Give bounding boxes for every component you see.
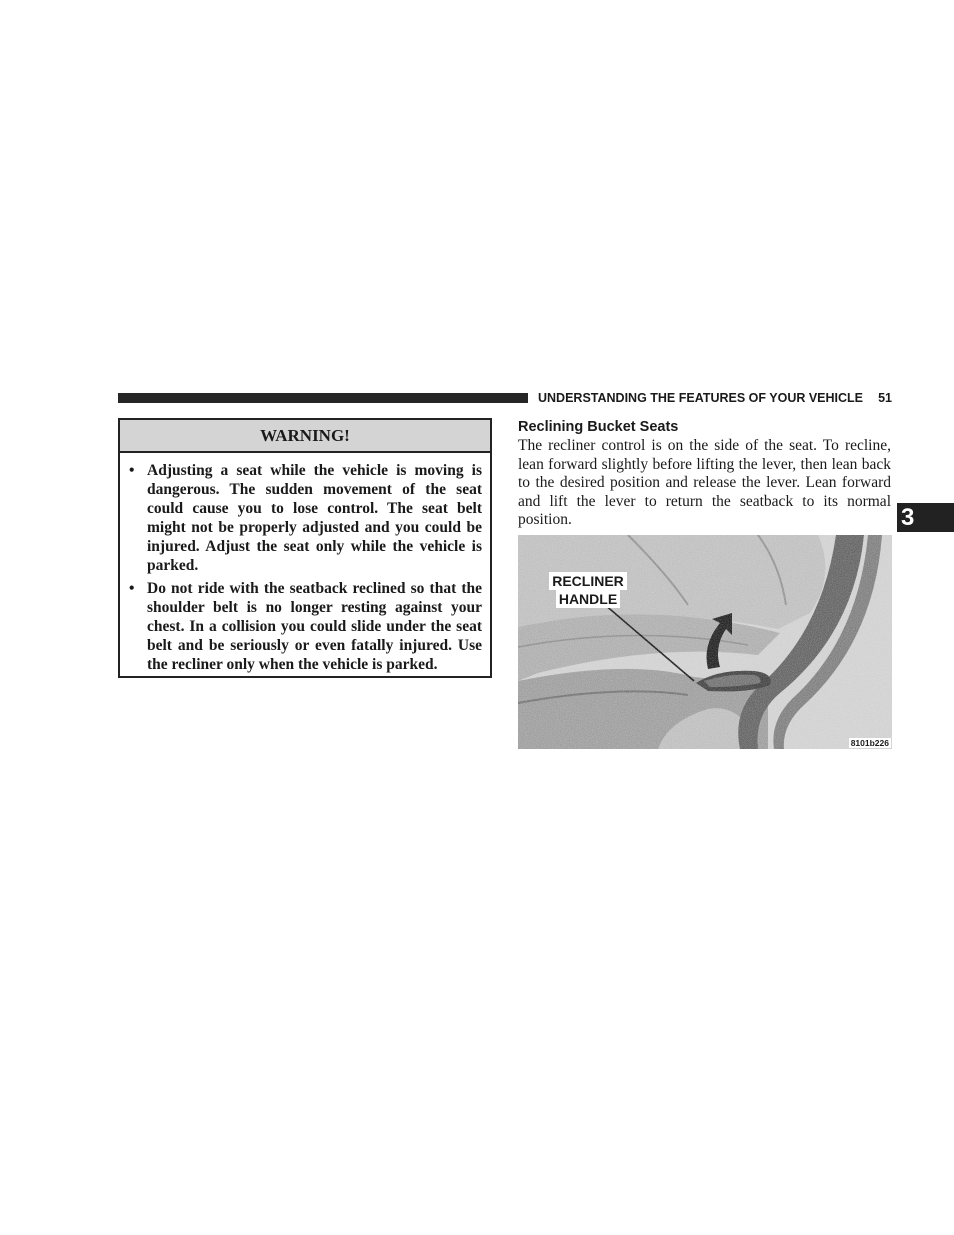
warning-bullet [129, 461, 482, 575]
recliner-handle-callout [548, 572, 628, 608]
warning-box [118, 418, 492, 678]
warning-bullet-text: Adjusting a seat while the vehicle is moving is dangerous. The sudden movement of the seat could cause you to lose control. The seat belt might not be properly adjusted and you could be injured. Adjust the seat only while the vehicle is parked. [147, 462, 482, 574]
bullet-icon: • [129, 462, 135, 479]
chapter-tab: 3 [897, 503, 954, 532]
section-heading: Reclining Bucket Seats [518, 419, 679, 435]
running-header [538, 390, 892, 406]
callout-line2: HANDLE [556, 590, 620, 608]
recliner-illustration [518, 535, 892, 749]
header-rule [118, 393, 528, 403]
header-section-title: UNDERSTANDING THE FEATURES OF YOUR VEHICLE [538, 391, 864, 405]
seat-drawing [518, 535, 892, 749]
figure-id: 8101b226 [850, 738, 889, 748]
callout-line1: RECLINER [549, 572, 627, 590]
warning-bullet [129, 579, 482, 674]
warning-bullet-text: Do not ride with the seatback reclined so that the shoulder belt is no longer resting against your chest. In a collision you could slide under the seat belt and be seriously or even fatally injured. Use the recliner only when the vehicle is parked. [147, 580, 482, 673]
bullet-icon: • [129, 580, 135, 597]
page-number: 51 [878, 391, 892, 405]
section-body: The recliner control is on the side of the seat. To recline, lean forward slightly before lifting the lever, then lean back to the desired position and release the lever. Lean forward and lift the lever to return the seatback to its normal position. [518, 437, 891, 529]
warning-list [120, 453, 490, 674]
warning-title: WARNING! [120, 420, 490, 453]
